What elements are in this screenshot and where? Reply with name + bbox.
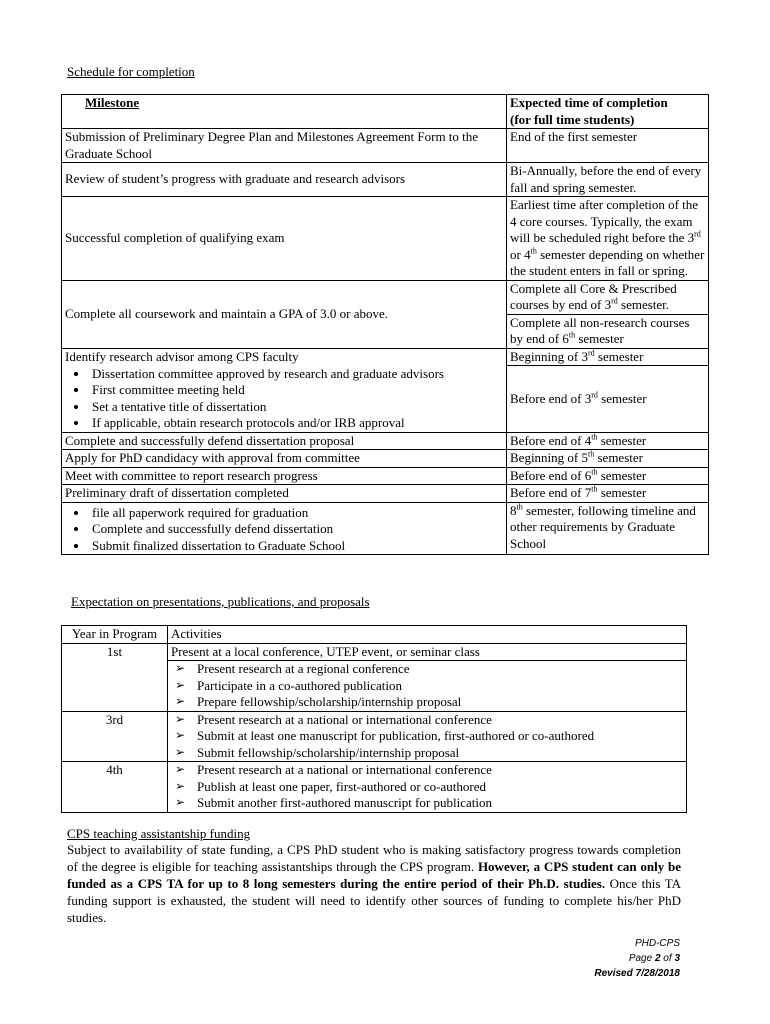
milestone-cell: Apply for PhD candidacy with approval from committee [62, 450, 507, 468]
list-item: ➢ Participate in a co-authored publication [171, 678, 683, 695]
list-item: • If applicable, obtain research protocols and/or IRB approval [89, 415, 503, 432]
milestone-cell: Preliminary draft of dissertation completed [62, 485, 507, 503]
table-header-row [62, 95, 709, 129]
expected-cell: Before end of 4th semester [507, 432, 709, 450]
schedule-heading: Schedule for completion [67, 64, 195, 79]
funding-heading: CPS teaching assistantship funding [67, 826, 251, 841]
list-item: • First committee meeting held [89, 382, 503, 399]
milestone-cell: Successful completion of qualifying exam [62, 197, 507, 281]
table-row [62, 163, 709, 197]
milestone-cell: Review of student’s progress with graduate and research advisors [62, 163, 507, 197]
table-row [62, 197, 709, 281]
funding-paragraph: Subject to availability of state funding, a CPS PhD student who is making satisfactory progress towards completion of the degree is eligible for teaching assistantships through the CPS program. However, a CPS student can only be funded as a CPS TA for up to 8 long semesters during the entire period of their Ph.D. studies. Once this TA funding support is exhausted, the student will need to identify other sources of funding to complete his/her PhD studies. [67, 842, 681, 925]
list-item: ➢ Present research at a national or international conference [171, 762, 683, 779]
list-item: ➢ Submit fellowship/scholarship/internship proposal [171, 745, 683, 762]
list-item: ➢ Submit another first-authored manuscript for publication [171, 795, 683, 812]
expected-cell: Complete all Core & Prescribed courses by end of 3rd semester. [507, 280, 709, 314]
footer-revised-date: Revised 7/28/2018 [594, 968, 680, 979]
expected-cell: Beginning of 3rd semester [507, 348, 709, 366]
activities-table [61, 625, 687, 813]
milestone-cell: Complete and successfully defend dissertation proposal [62, 432, 507, 450]
activity-list [171, 661, 683, 711]
footer-page-number: Page 2 of 3 [628, 953, 680, 964]
list-item: • Dissertation committee approved by research and graduate advisors [89, 366, 503, 383]
expected-cell: End of the first semester [507, 129, 709, 163]
activity-list [171, 762, 683, 812]
expected-header-line2: (for full time students) [510, 111, 635, 127]
list-item: ➢ Publish at least one paper, first-authored or co-authored [171, 779, 683, 796]
list-item: ➢ Present research at a regional conference [171, 661, 683, 678]
table-row [62, 711, 687, 762]
table-row [62, 762, 687, 813]
milestone-header: Milestone [85, 95, 140, 110]
list-item: • Submit finalized dissertation to Graduate School [89, 538, 503, 555]
activities-header: Activities [168, 626, 687, 644]
activity-list [171, 712, 683, 762]
year-header: Year in Program [62, 626, 168, 644]
table-row [62, 366, 709, 433]
list-item: ➢ Submit at least one manuscript for publication, first-authored or co-authored [171, 728, 683, 745]
year-cell: 3rd [62, 711, 168, 762]
table-row [62, 280, 709, 314]
table-row [62, 485, 709, 503]
committee-bullet-list [65, 366, 503, 432]
list-item: • Set a tentative title of dissertation [89, 399, 503, 416]
milestone-cell: Submission of Preliminary Degree Plan and Milestones Agreement Form to the Graduate School [62, 129, 507, 163]
expected-header-line1: Expected time of completion [510, 95, 668, 110]
expected-cell: Before end of 7th semester [507, 485, 709, 503]
expected-cell: Earliest time after completion of the 4 core courses. Typically, the exam will be scheduled right before the 3rd or 4th semester depending on whether the student enters in fall or spring. [507, 197, 709, 281]
milestones-table [61, 94, 709, 555]
expected-cell: Bi-Annually, before the end of every fall and spring semester. [507, 163, 709, 197]
expectation-heading: Expectation on presentations, publications, and proposals [71, 594, 370, 609]
footer-program: PHD-CPS [634, 938, 680, 949]
year-cell: 1st [62, 643, 168, 711]
table-row [62, 348, 709, 366]
funding-emphasis: However, a CPS student can only be funded as a CPS TA for up to 8 long semesters during the entire period of their Ph.D. studies. [67, 858, 681, 891]
milestone-cell: Complete all coursework and maintain a GPA of 3.0 or above. [62, 280, 507, 348]
graduation-bullet-list [65, 505, 503, 555]
list-item: • file all paperwork required for graduation [89, 505, 503, 522]
expected-cell: Complete all non-research courses by end of 6th semester [507, 314, 709, 348]
expected-cell: Before end of 6th semester [507, 467, 709, 485]
list-item: ➢ Prepare fellowship/scholarship/internship proposal [171, 694, 683, 711]
year-cell: 4th [62, 762, 168, 813]
table-row [62, 643, 687, 661]
table-row [62, 502, 709, 555]
list-item: • Complete and successfully defend dissertation [89, 521, 503, 538]
milestone-cell: Meet with committee to report research progress [62, 467, 507, 485]
table-row [62, 467, 709, 485]
expected-cell: 8th semester, following timeline and other requirements by Graduate School [507, 502, 709, 555]
list-item: ➢ Present research at a national or international conference [171, 712, 683, 729]
table-row [62, 432, 709, 450]
expected-cell: Before end of 3rd semester [507, 366, 709, 433]
expected-cell: Beginning of 5th semester [507, 450, 709, 468]
table-header-row [62, 626, 687, 644]
table-row [62, 129, 709, 163]
table-row [62, 450, 709, 468]
milestone-cell: Identify research advisor among CPS faculty [62, 348, 507, 366]
activity-cell: Present at a local conference, UTEP event, or seminar class [168, 643, 687, 661]
